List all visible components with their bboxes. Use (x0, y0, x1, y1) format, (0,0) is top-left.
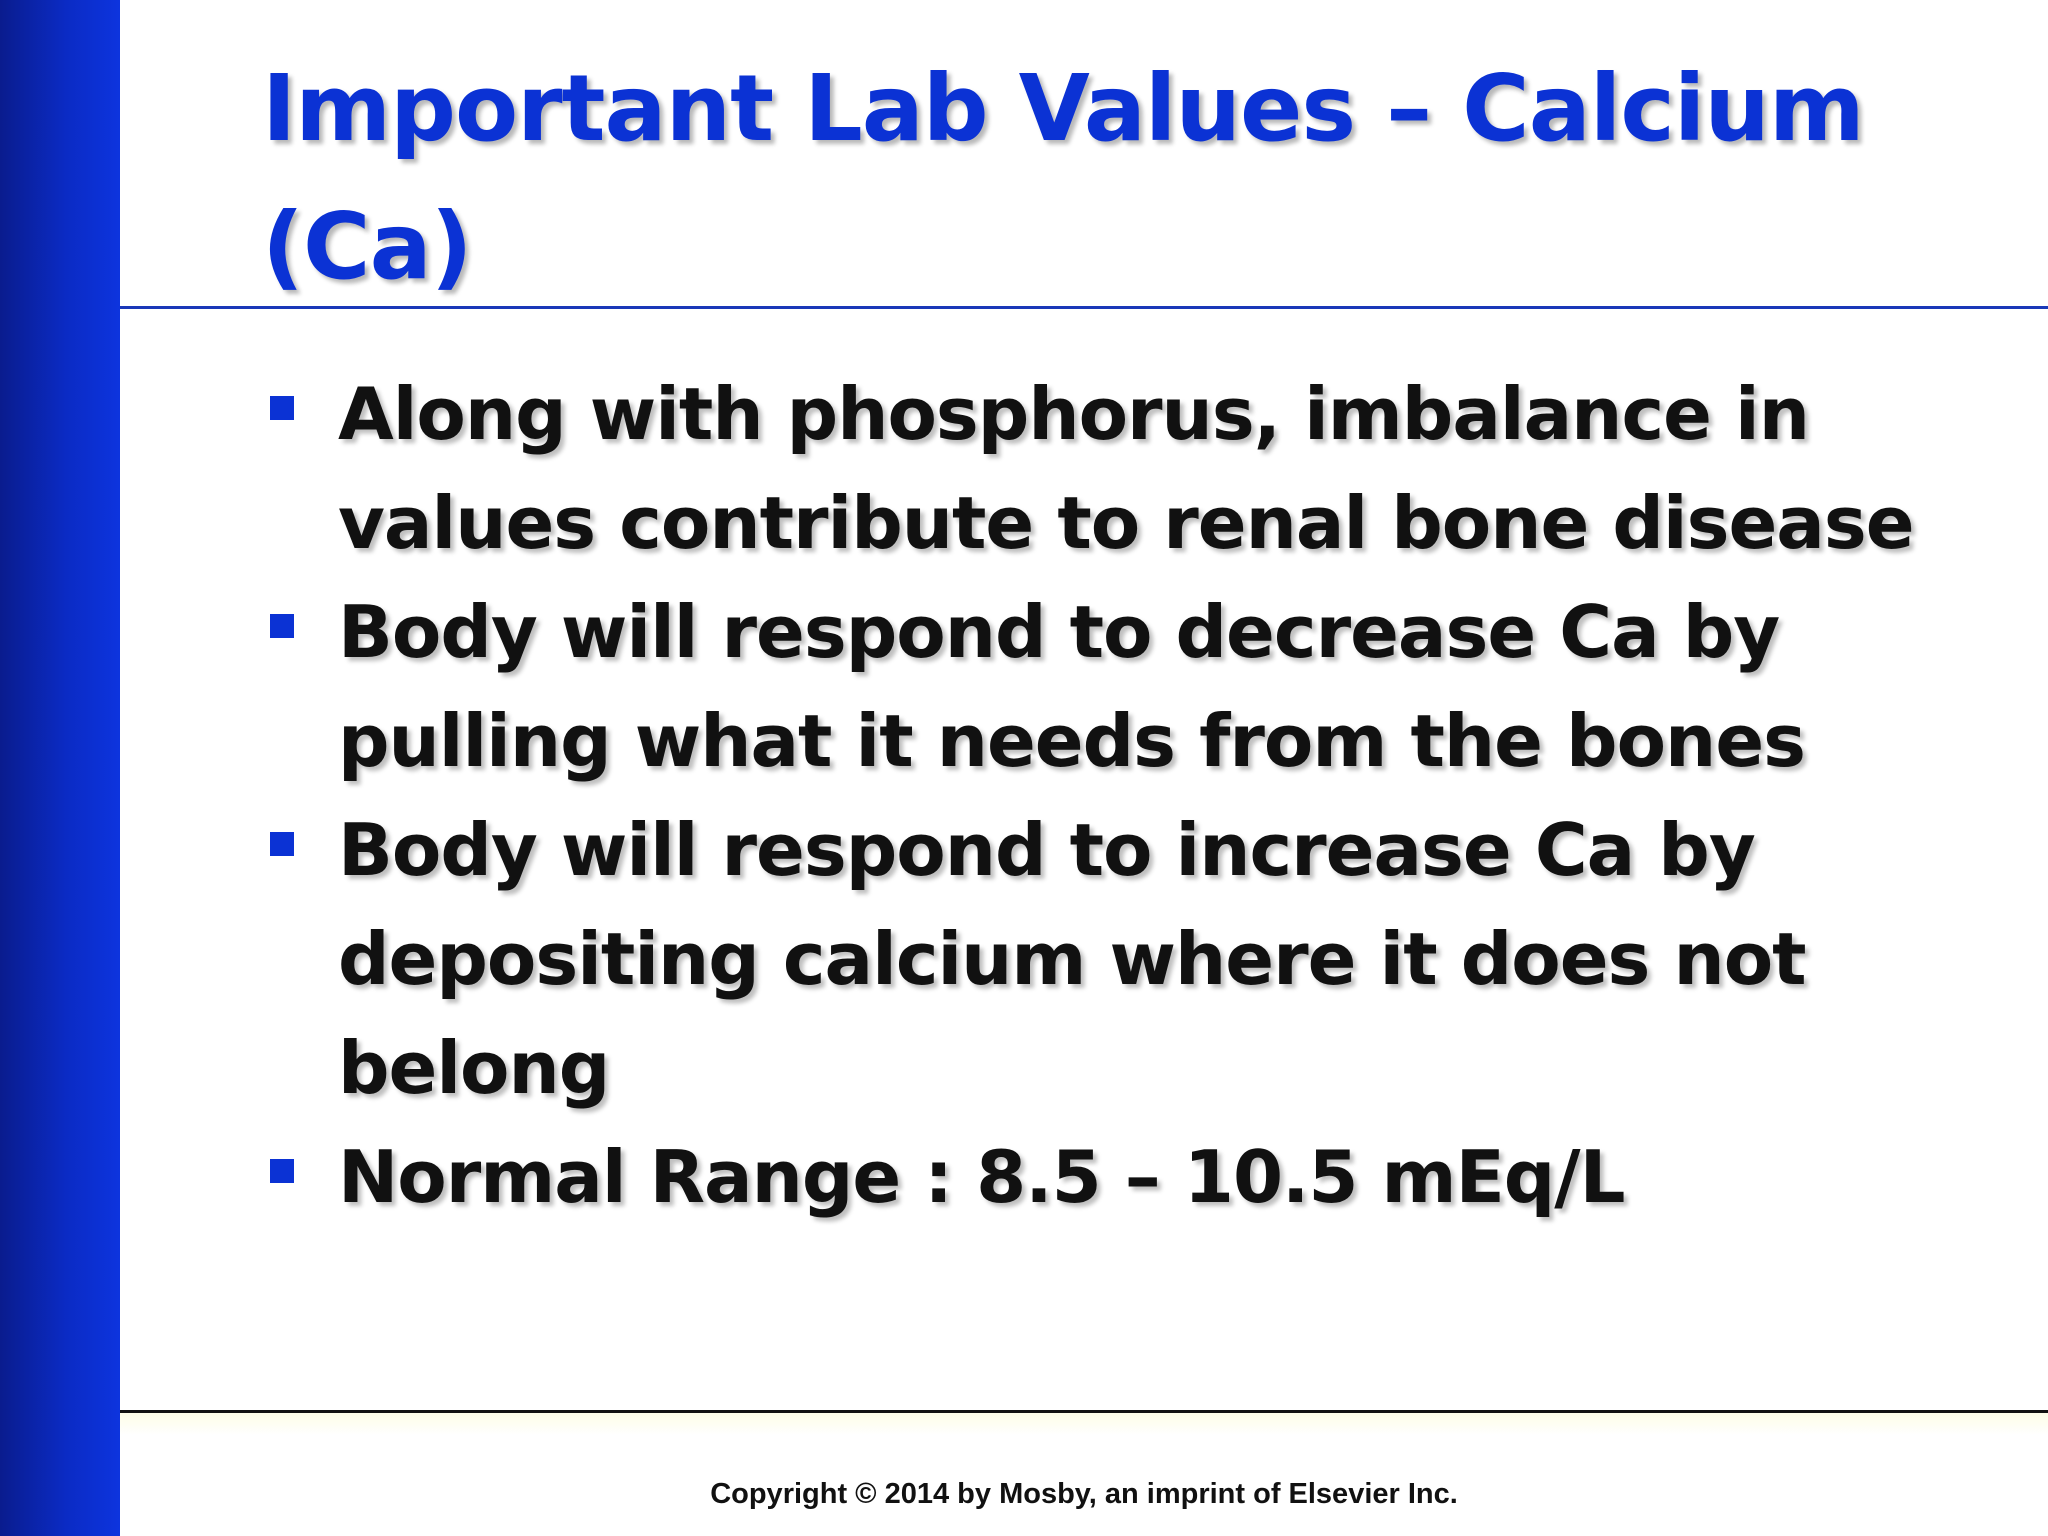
bullet-list (262, 360, 2002, 1232)
bullet-item (262, 796, 2002, 1123)
bullet-text: Body will respond to increase Ca by depositing calcium where it does not belong (338, 808, 1806, 1110)
bullet-text: Normal Range : 8.5 – 10.5 mEq/L (338, 1135, 1625, 1219)
bullet-text: Along with phosphorus, imbalance in values contribute to renal bone disease (338, 372, 1914, 565)
slide-title: Important Lab Values – Calcium (Ca) (262, 55, 1864, 300)
bullet-item (262, 578, 2002, 796)
square-bullet-icon (270, 832, 294, 856)
title-divider (120, 306, 2048, 309)
bullet-text: Body will respond to decrease Ca by pulling what it needs from the bones (338, 590, 1805, 783)
side-band (0, 0, 120, 1536)
bullet-item (262, 1123, 2002, 1232)
square-bullet-icon (270, 1159, 294, 1183)
copyright-notice: Copyright © 2014 by Mosby, an imprint of Elsevier Inc. (710, 1478, 1458, 1510)
bullet-item (262, 360, 2002, 578)
square-bullet-icon (270, 614, 294, 638)
footer-band (120, 1413, 2048, 1435)
square-bullet-icon (270, 396, 294, 420)
